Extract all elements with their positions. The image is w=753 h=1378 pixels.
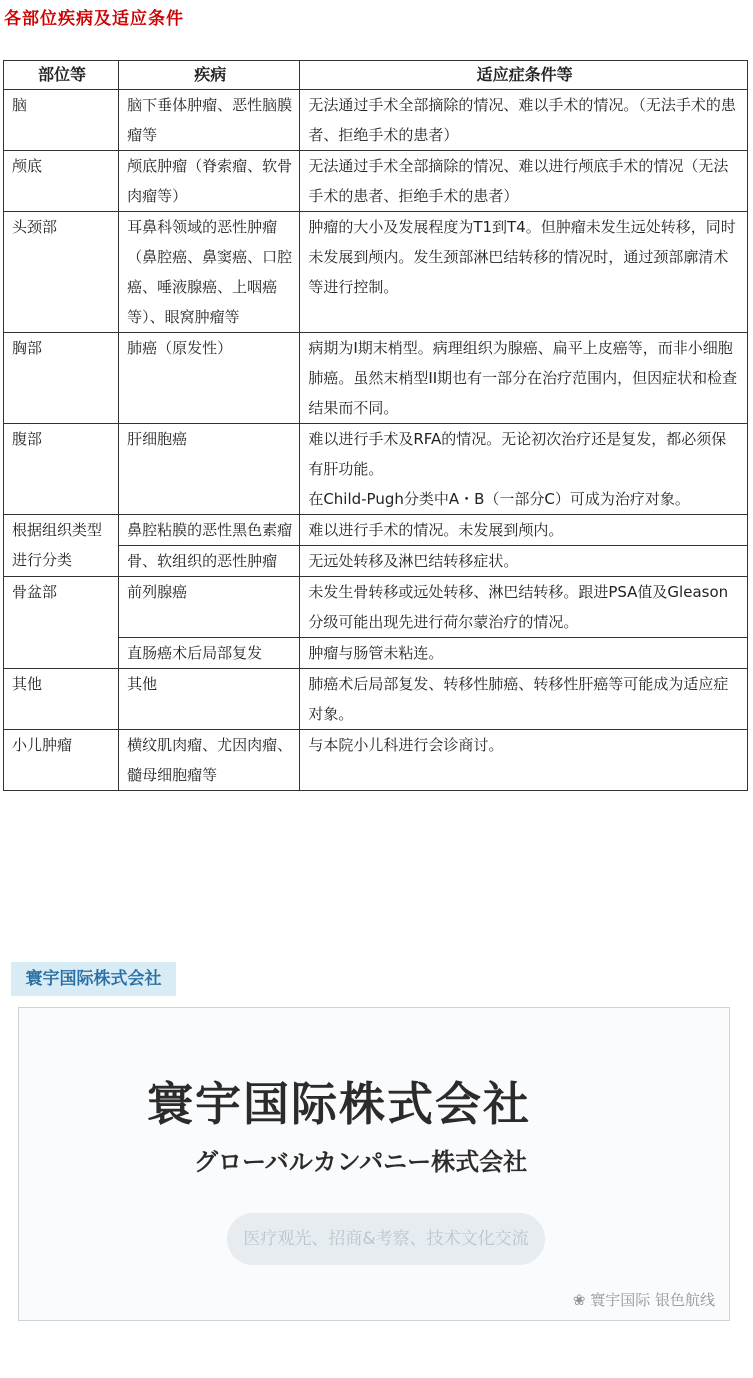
table-row (4, 151, 748, 212)
disease-cell: 前列腺癌 (119, 577, 300, 638)
disease-cell: 鼻腔粘膜的恶性黑色素瘤 (119, 515, 300, 546)
table-row (4, 515, 748, 546)
site-cell: 小儿肿瘤 (4, 730, 119, 791)
watermark-text: 寰宇国际 银色航线 (590, 1291, 715, 1309)
disease-cell: 骨、软组织的恶性肿瘤 (119, 546, 300, 577)
condition-cell: 病期为Ⅰ期末梢型。病理组织为腺癌、扁平上皮癌等，而非小细胞肺癌。虽然末梢型II期也有一部分在治疗范围内，但因症状和检查结果而不同。 (300, 333, 748, 424)
condition-line: 难以进行手术及RFA的情况。无论初次治疗还是复发，都必须保有肝功能。 (308, 430, 727, 478)
site-cell: 腹部 (4, 424, 119, 515)
condition-cell (300, 424, 748, 515)
wechat-icon: ❀ (572, 1291, 591, 1309)
site-cell: 颅底 (4, 151, 119, 212)
site-cell: 胸部 (4, 333, 119, 424)
site-cell: 根据组织类型进行分类 (4, 515, 119, 577)
disease-cell: 耳鼻科领域的恶性肿瘤（鼻腔癌、鼻窦癌、口腔癌、唾液腺癌、上咽癌等）、眼窝肿瘤等 (119, 212, 300, 333)
table-row (4, 669, 748, 730)
condition-cell: 无远处转移及淋巴结转移症状。 (300, 546, 748, 577)
table-header-row (4, 61, 748, 90)
company-banner (18, 1007, 730, 1321)
table-row (4, 212, 748, 333)
banner-subtitle: グローバルカンパニー株式会社 (194, 1148, 528, 1176)
disease-cell: 肝细胞癌 (119, 424, 300, 515)
header-condition: 适应症条件等 (300, 61, 748, 90)
watermark (573, 1289, 715, 1310)
disease-cell: 直肠癌术后局部复发 (119, 638, 300, 669)
site-cell: 脑 (4, 90, 119, 151)
site-cell: 头颈部 (4, 212, 119, 333)
condition-cell: 肿瘤的大小及发展程度为T1到T4。但肿瘤未发生远处转移，同时未发展到颅内。发生颈部淋巴结转移的情况时，通过颈部廓清术等进行控制。 (300, 212, 748, 333)
condition-cell: 未发生骨转移或远处转移、淋巴结转移。跟进PSA值及Gleason分级可能出现先进行荷尔蒙治疗的情况。 (300, 577, 748, 638)
page-title: 各部位疾病及适应条件 (4, 9, 184, 29)
brand-tag: 寰宇国际株式会社 (11, 962, 176, 996)
condition-cell: 难以进行手术的情况。未发展到颅内。 (300, 515, 748, 546)
disease-cell: 脑下垂体肿瘤、恶性脑膜瘤等 (119, 90, 300, 151)
table-row (4, 333, 748, 424)
condition-line-2: 在Child-Pugh分类中A・B（一部分C）可成为治疗对象。 (308, 490, 690, 508)
indication-table (3, 60, 748, 791)
banner-services-pill: 医疗观光、招商&考察、技术文化交流 (227, 1213, 545, 1265)
table-row (4, 424, 748, 515)
site-cell: 骨盆部 (4, 577, 119, 669)
site-cell: 其他 (4, 669, 119, 730)
header-site: 部位等 (4, 61, 119, 90)
table-row (4, 730, 748, 791)
header-disease: 疾病 (119, 61, 300, 90)
disease-cell: 其他 (119, 669, 300, 730)
condition-cell: 肿瘤与肠管未粘连。 (300, 638, 748, 669)
banner-title: 寰宇国际株式会社 (147, 1077, 531, 1131)
condition-cell: 无法通过手术全部摘除的情况、难以手术的情况。（无法手术的患者、拒绝手术的患者） (300, 90, 748, 151)
condition-cell: 与本院小儿科进行会诊商讨。 (300, 730, 748, 791)
disease-cell: 颅底肿瘤（脊索瘤、软骨肉瘤等） (119, 151, 300, 212)
table-row (4, 90, 748, 151)
condition-cell: 无法通过手术全部摘除的情况、难以进行颅底手术的情况（无法手术的患者、拒绝手术的患者） (300, 151, 748, 212)
table-row (4, 577, 748, 638)
condition-cell: 肺癌术后局部复发、转移性肺癌、转移性肝癌等可能成为适应症对象。 (300, 669, 748, 730)
disease-cell: 横纹肌肉瘤、尤因肉瘤、髓母细胞瘤等 (119, 730, 300, 791)
disease-cell: 肺癌（原发性） (119, 333, 300, 424)
